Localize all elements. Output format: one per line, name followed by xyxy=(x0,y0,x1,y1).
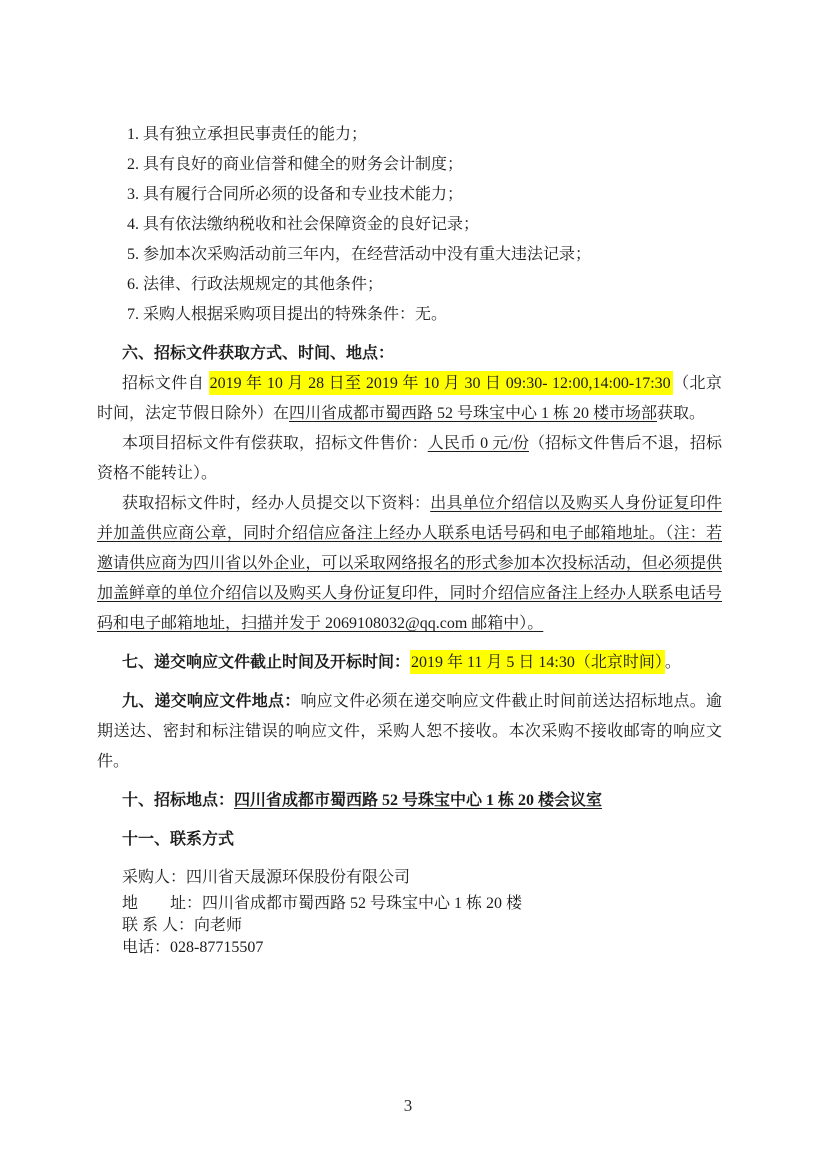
qualification-item-3: 3. 具有履行合同所必须的设备和专业技术能力； xyxy=(127,186,464,203)
buyer-label: 采购人： xyxy=(122,869,187,886)
obtain-address-underline: 四川省成都市蜀西路 52 号珠宝中心 1 栋 20 楼市场部 xyxy=(289,405,658,422)
address-value: 四川省成都市蜀西路 52 号珠宝中心 1 栋 20 楼 xyxy=(202,895,523,912)
section-10-heading-text: 十、招标地点： xyxy=(122,792,235,809)
contact-buyer-line xyxy=(97,863,722,893)
section-11-heading xyxy=(97,825,722,855)
obtain-prefix: 招标文件自 xyxy=(122,375,209,392)
contact-address-line xyxy=(97,893,722,915)
qualification-item-2: 2. 具有良好的商业信誉和健全的财务会计制度； xyxy=(127,156,464,173)
section-10-heading xyxy=(97,786,722,816)
qualification-item-5: 5. 参加本次采购活动前三年内，在经营活动中没有重大违法记录； xyxy=(127,246,592,263)
deadline-highlight: 2019 年 11 月 5 日 14:30（北京时间） xyxy=(410,650,665,674)
document-content xyxy=(97,120,722,959)
phone-value: 028-87715507 xyxy=(170,939,264,956)
section-7-heading xyxy=(97,648,722,678)
materials-requirements-underline: 出具单位介绍信以及购买人身份证复印件并加盖供应商公章，同时介绍信应备注上经办人联系电话号码和电子邮箱地址。（注：若邀请供应商为四川省以外企业，可以采取网络报名的形式参加本次投标活动，但必须提供加盖鲜章的单位介绍信以及购买人身份证复印件，同时介绍信应备注上经办人联系电话号码和电子邮箱地址，扫描并发于 2069108032@qq.com 邮箱中）。 xyxy=(97,495,722,632)
section-6-materials-paragraph xyxy=(97,489,722,639)
price-prefix: 本项目招标文件有偿获取，招标文件售价： xyxy=(122,435,428,452)
section-11-heading-text: 十一、联系方式 xyxy=(122,831,235,848)
qualification-item-6: 6. 法律、行政法规规定的其他条件； xyxy=(127,276,384,293)
contact-phone-line xyxy=(97,937,722,959)
section-6-heading xyxy=(97,339,722,369)
price-underline: 人民币 0 元/份 xyxy=(427,435,529,452)
page-number: 3 xyxy=(403,1096,413,1115)
address-label: 地 址： xyxy=(122,895,203,912)
contact-person-value: 向老师 xyxy=(194,917,243,934)
contact-person-label: 联 系 人： xyxy=(122,917,195,934)
price-suffix: （招标文件售后不退，招标资格不能转让）。 xyxy=(97,435,722,482)
qualification-item-1: 1. 具有独立承担民事责任的能力； xyxy=(127,126,368,143)
obtain-suffix: 获取。 xyxy=(657,405,706,422)
section-7-heading-text: 七、递交响应文件截止时间及开标时间： xyxy=(122,654,411,671)
obtain-middle: （北京时间，法定节假日除外）在 xyxy=(97,375,722,422)
qualification-item-7: 7. 采购人根据采购项目提出的特殊条件：无。 xyxy=(127,306,448,323)
phone-label: 电话： xyxy=(122,939,171,956)
section-9-body-text: 响应文件必须在递交响应文件截止时间前送达招标地点。逾期送达、密封和标注错误的响应文件，采购人恕不接收。本次采购不接收邮寄的响应文件。 xyxy=(97,693,722,770)
deadline-suffix: 。 xyxy=(664,654,681,671)
section-6-obtain-paragraph xyxy=(97,369,722,429)
buyer-value: 四川省天晟源环保股份有限公司 xyxy=(186,869,411,886)
materials-prefix: 获取招标文件时，经办人员提交以下资料： xyxy=(122,495,431,512)
contact-person-line xyxy=(97,915,722,937)
section-9-paragraph xyxy=(97,687,722,777)
obtain-period-highlight: 2019 年 10 月 28 日至 2019 年 10 月 30 日 09:30- 12:00,14:00-17:30 xyxy=(209,371,673,395)
qualification-item-4: 4. 具有依法缴纳税收和社会保障资金的良好记录； xyxy=(127,216,480,233)
bid-location-underline: 四川省成都市蜀西路 52 号珠宝中心 1 栋 20 楼会议室 xyxy=(234,792,603,809)
section-6-price-paragraph xyxy=(97,429,722,489)
section-6-heading-text: 六、招标文件获取方式、时间、地点： xyxy=(122,345,395,362)
section-9-heading-text: 九、递交响应文件地点： xyxy=(122,693,301,710)
